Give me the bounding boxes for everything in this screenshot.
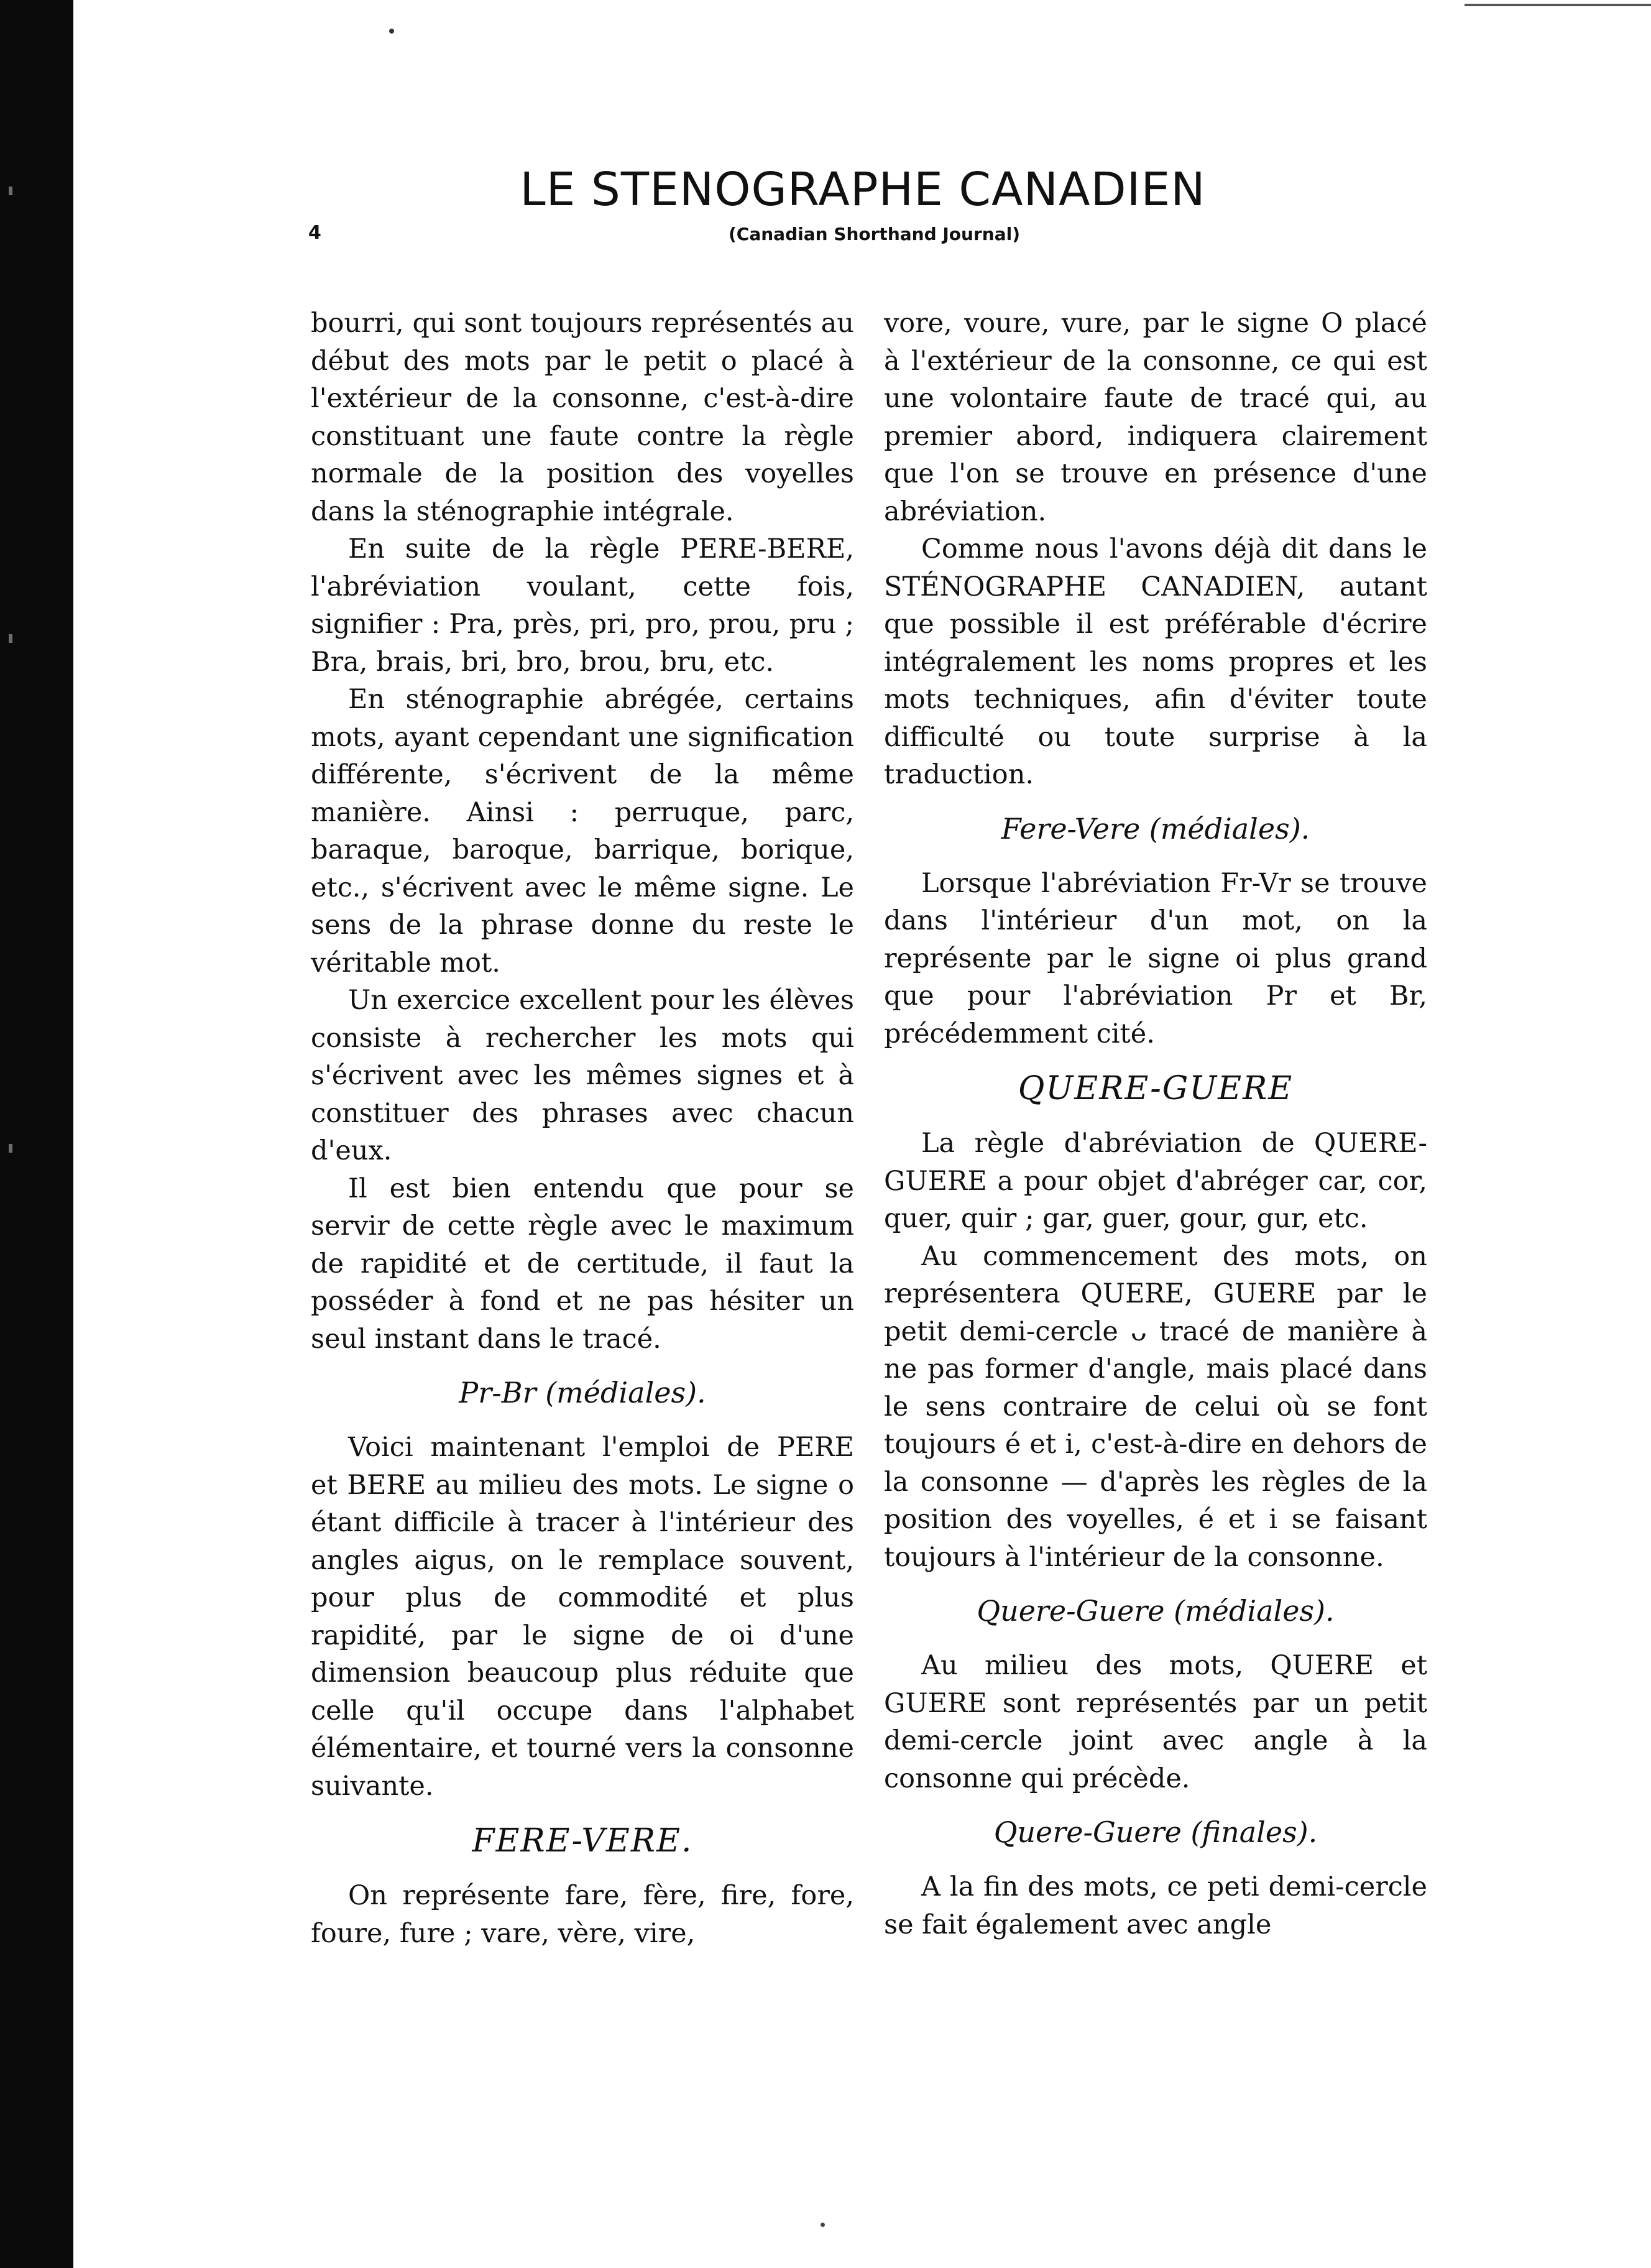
scan-speck	[9, 1144, 12, 1153]
section-heading: Fere-Vere (médiales).	[1001, 811, 1310, 846]
scan-speck	[9, 187, 12, 195]
left-column	[311, 305, 854, 1952]
paragraph: On représente fare, fère, fire, fore, foure, fure ; vare, vère, vire,	[311, 1880, 854, 1949]
paragraph: Lorsque l'abréviation Fr-Vr se trouve dans l'intérieur d'un mot, on la représente par le signe oi plus grand que pour l'abréviation Pr et Br, précédemment cité.	[884, 867, 1427, 1049]
scan-speck	[821, 2223, 825, 2227]
paragraph: Au commencement des mots, on représentera QUERE, GUERE par le petit demi-cercle ᴗ tracé de manière à ne pas former d'angle, mais placé dans le sens contraire de celui où se font toujours é et i, c'est-à-dire en dehors de la consonne — d'après les règles de la position des voyelles, é et i se faisant toujours à l'intérieur de la consonne.	[884, 1240, 1427, 1573]
scan-speck	[9, 634, 12, 643]
page-subtitle: (Canadian Shorthand Journal)	[729, 224, 1020, 244]
paragraph: La règle d'abréviation de QUERE-GUERE a pour objet d'abréger car, cor, quer, quir ; gar, guer, gour, gur, etc.	[884, 1128, 1427, 1234]
paragraph: En sténographie abrégée, certains mots, ayant cependant une signification différente, s'écrivent de la même manière. Ainsi : perruque, parc, baraque, baroque, barrique, borique, etc., s'écrivent avec le même signe. Le sens de la phrase donne du reste le véritable mot.	[311, 684, 854, 979]
page-title: LE STENOGRAPHE CANADIEN	[520, 163, 1206, 216]
page-number: 4	[308, 222, 321, 244]
right-column	[884, 305, 1427, 1943]
section-heading: FERE-VERE.	[472, 1822, 693, 1860]
scan-top-rule	[1465, 4, 1651, 6]
paragraph: Un exercice excellent pour les élèves consiste à rechercher les mots qui s'écrivent avec les mêmes signes et à constituer des phrases avec chacun d'eux.	[311, 985, 854, 1166]
paragraph: bourri, qui sont toujours représentés au début des mots par le petit o placé à l'extérieur de la consonne, c'est-à-dire constituant une faute contre la règle normale de la position des voyelles dans la sténographie intégrale.	[311, 308, 854, 527]
paragraph: Comme nous l'avons déjà dit dans le STÉNOGRAPHE CANADIEN, autant que possible il est préférable d'écrire intégralement les noms propres et les mots techniques, afin d'éviter toute difficulté ou toute surprise à la traduction.	[884, 533, 1427, 790]
paragraph: En suite de la règle PERE-BERE, l'abréviation voulant, cette fois, signifier : Pra, près, pri, pro, prou, pru ; Bra, brais, bri, bro, brou, bru, etc.	[311, 533, 854, 678]
paragraph: Voici maintenant l'emploi de PERE et BERE au milieu des mots. Le signe o étant difficile à tracer à l'intérieur des angles aigus, on le remplace souvent, pour plus de commodité et plus rapidité, par le signe de oi d'une dimension beaucoup plus réduite que celle qu'il occupe dans l'alphabet élémentaire, et tourné vers la consonne suivante.	[311, 1432, 854, 1802]
scan-speck	[389, 29, 394, 34]
section-heading: QUERE-GUERE	[1018, 1070, 1294, 1107]
paragraph: vore, voure, vure, par le signe O placé à l'extérieur de la consonne, ce qui est une volontaire faute de tracé qui, au premier abord, indiquera clairement que l'on se trouve en présence d'une abréviation.	[884, 308, 1427, 527]
section-heading: Quere-Guere (médiales).	[977, 1594, 1335, 1628]
paragraph: A la fin des mots, ce peti demi-cercle se fait également avec angle	[884, 1871, 1427, 1940]
paragraph: Au milieu des mots, QUERE et GUERE sont représentés par un petit demi-cercle joint avec angle à la consonne qui précède.	[884, 1650, 1427, 1794]
paragraph: Il est bien entendu que pour se servir de cette règle avec le maximum de rapidité et de certitude, il faut la posséder à fond et ne pas hésiter un seul instant dans le tracé.	[311, 1173, 854, 1355]
section-heading: Pr-Br (médiales).	[459, 1376, 706, 1409]
section-heading: Quere-Guere (finales).	[993, 1815, 1318, 1849]
scan-border	[0, 0, 73, 2268]
